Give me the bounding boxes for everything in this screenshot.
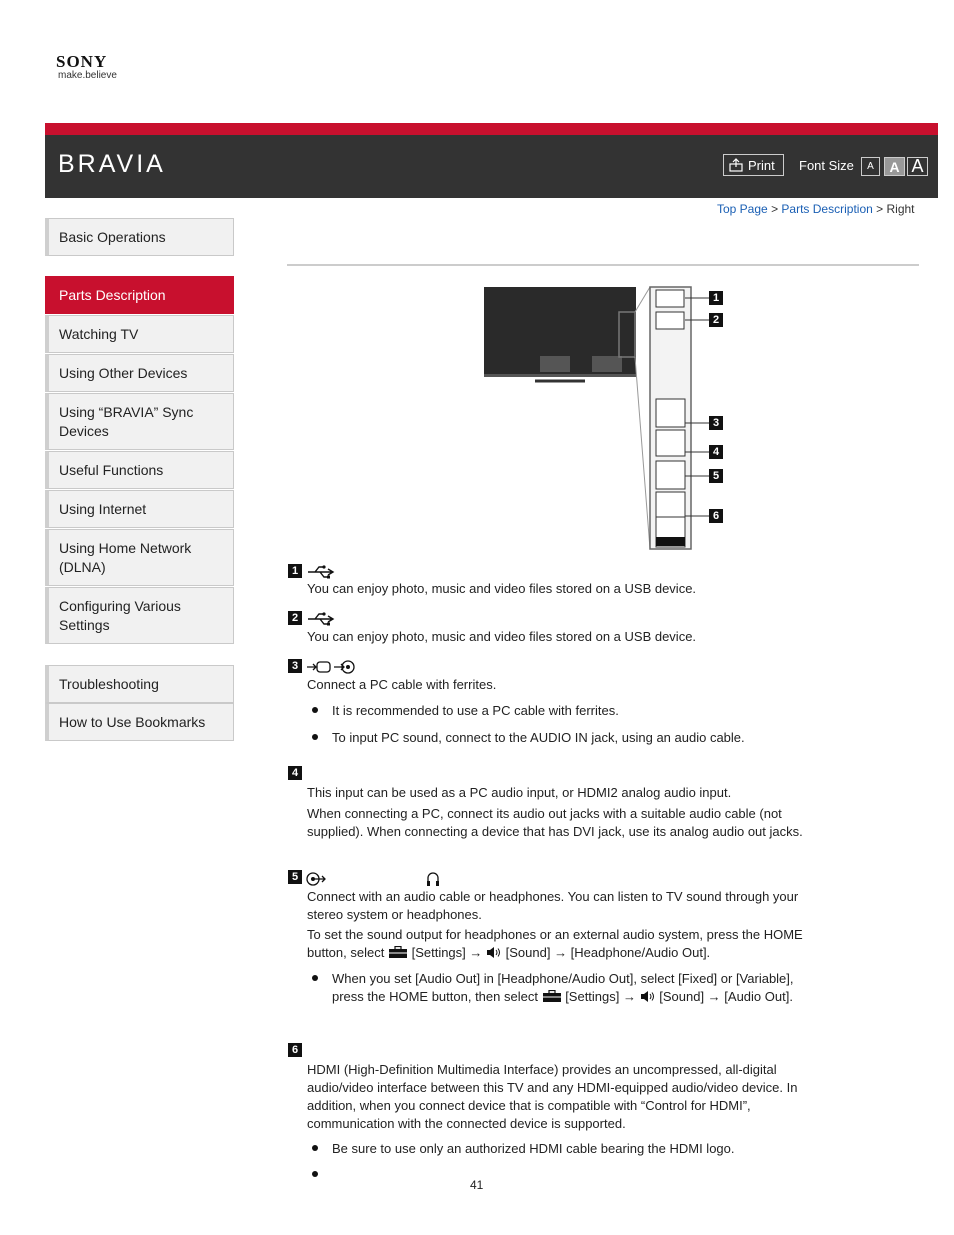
section-text-part: To set the sound output for headphones or an external audio system, press the HOME button, select (307, 927, 803, 960)
bullet-text: Be sure to use only an authorized HDMI cable bearing the HDMI logo. (332, 1141, 735, 1156)
breadcrumb-parts-link[interactable]: Parts Description (781, 202, 873, 216)
sidebar-item-label: How to Use Bookmarks (59, 714, 206, 730)
sidebar-item-label: Parts Description (59, 287, 166, 303)
sidebar-item-label: Basic Operations (59, 229, 166, 245)
bullet-text-part: When you set [Audio Out] in [Headphone/Audio Out], select [Fixed] or [Variable], press the HOME button, then select (332, 971, 794, 1004)
print-label: Print (748, 157, 775, 173)
section-text-part: [Sound] → [Headphone/Audio Out]. (505, 945, 711, 960)
bullet-dot (312, 734, 318, 740)
sony-tagline: make.believe (58, 70, 117, 81)
bullet-dot (312, 975, 318, 981)
sidebar-item-label: Watching TV (59, 326, 139, 342)
section-text: HDMI (High-Definition Multimedia Interface) provides an uncompressed, all-digital audio/video interface between this TV and any HDMI-equipped audio/video device. In addition, when you connect device that is compatible with “Control for HDMI”, communication with the connected device is supported. (307, 1062, 798, 1131)
sidebar-item-useful-functions[interactable] (45, 451, 234, 489)
bullet-text: To input PC sound, connect to the AUDIO IN jack, using an audio cable. (332, 730, 745, 745)
sidebar-item-using-internet[interactable] (45, 490, 234, 528)
section-text: You can enjoy photo, music and video files stored on a USB device. (307, 629, 697, 644)
breadcrumb-separator: > (771, 202, 779, 216)
sidebar-item-bravia-sync[interactable] (45, 393, 234, 450)
breadcrumb-current: Right (886, 202, 915, 216)
section-number: 1 (288, 564, 302, 578)
breadcrumb (717, 202, 915, 216)
callout-1: 1 (709, 291, 723, 305)
sidebar-item-parts-description[interactable] (45, 276, 234, 314)
font-size-large-button[interactable] (907, 157, 928, 176)
audio-out-icon (305, 871, 327, 887)
headphone-icon (426, 871, 440, 887)
sidebar-item-label: Using Other Devices (59, 365, 188, 381)
section-text: When connecting a PC, connect its audio out jacks with a suitable audio cable (not supplied). When connecting a device that has DVI jack, use its analog audio out jacks. (307, 806, 803, 839)
sidebar-item-configuring-settings[interactable] (45, 587, 234, 644)
usb-icon (306, 611, 336, 627)
sidebar-item-label: Using Internet (59, 501, 147, 517)
sidebar-item-label: Troubleshooting (59, 676, 159, 692)
tv-right-side-illustration (480, 284, 730, 554)
settings-toolbox-icon (542, 990, 562, 1003)
sidebar-item-label: Configuring Various Settings (59, 598, 181, 633)
font-size-small-button[interactable] (861, 157, 880, 176)
section-text (307, 926, 807, 962)
bullet-text-part: [Sound] → [Audio Out]. (659, 989, 793, 1004)
sidebar-item-basic-operations[interactable] (45, 218, 234, 256)
font-size-medium-button[interactable] (884, 157, 905, 176)
callout-4: 4 (709, 445, 723, 459)
section-text-part: [Settings] → (411, 945, 483, 960)
settings-toolbox-icon (388, 946, 408, 959)
bullet-text (332, 970, 802, 1006)
content-divider (287, 264, 919, 266)
bullet-text: It is recommended to use a PC cable with ferrites. (332, 703, 619, 718)
breadcrumb-top-page-link[interactable]: Top Page (717, 202, 768, 216)
sidebar-item-using-other-devices[interactable] (45, 354, 234, 392)
section-text: You can enjoy photo, music and video files stored on a USB device. (307, 581, 697, 596)
bullet-dot (312, 707, 318, 713)
section-number: 2 (288, 611, 302, 625)
callout-6: 6 (709, 509, 723, 523)
font-size-small-label: A (867, 161, 874, 172)
callout-3: 3 (709, 416, 723, 430)
callout-5: 5 (709, 469, 723, 483)
bullet-text-part: [Settings] → (565, 989, 636, 1004)
font-size-large-label: A (911, 156, 924, 176)
section-number: 4 (288, 766, 302, 780)
breadcrumb-separator: > (876, 202, 884, 216)
font-size-label: Font Size (799, 158, 854, 173)
page-number: 41 (470, 1178, 484, 1192)
bravia-logo: BRAVIA (58, 150, 166, 178)
bullet-dot (312, 1171, 318, 1177)
print-button[interactable] (723, 154, 784, 176)
pc-input-icon (306, 659, 358, 675)
sidebar-item-label: Using “BRAVIA” Sync Devices (59, 404, 194, 439)
sony-logo: SONY (56, 52, 108, 71)
section-number: 6 (288, 1043, 302, 1057)
sidebar-item-watching-tv[interactable] (45, 315, 234, 353)
sound-icon (486, 946, 502, 959)
sidebar-item-bookmarks[interactable] (45, 703, 234, 741)
section-text: Connect with an audio cable or headphones. You can listen to TV sound through your stereo system or headphones. (307, 889, 799, 922)
print-icon (729, 158, 743, 172)
section-number: 5 (288, 870, 302, 884)
sidebar-item-label: Using Home Network (DLNA) (59, 540, 192, 575)
callout-2: 2 (709, 313, 723, 327)
header-accent-stripe (45, 123, 938, 135)
sidebar-item-label: Useful Functions (59, 462, 164, 478)
sidebar-item-troubleshooting[interactable] (45, 665, 234, 703)
section-number: 3 (288, 659, 302, 673)
font-size-medium-label: A (889, 158, 900, 175)
section-text: Connect a PC cable with ferrites. (307, 677, 497, 692)
sound-icon (640, 990, 656, 1003)
sidebar-item-home-network[interactable] (45, 529, 234, 586)
section-text: This input can be used as a PC audio input, or HDMI2 analog audio input. (307, 785, 732, 800)
usb-icon (306, 564, 336, 580)
bullet-dot (312, 1145, 318, 1151)
